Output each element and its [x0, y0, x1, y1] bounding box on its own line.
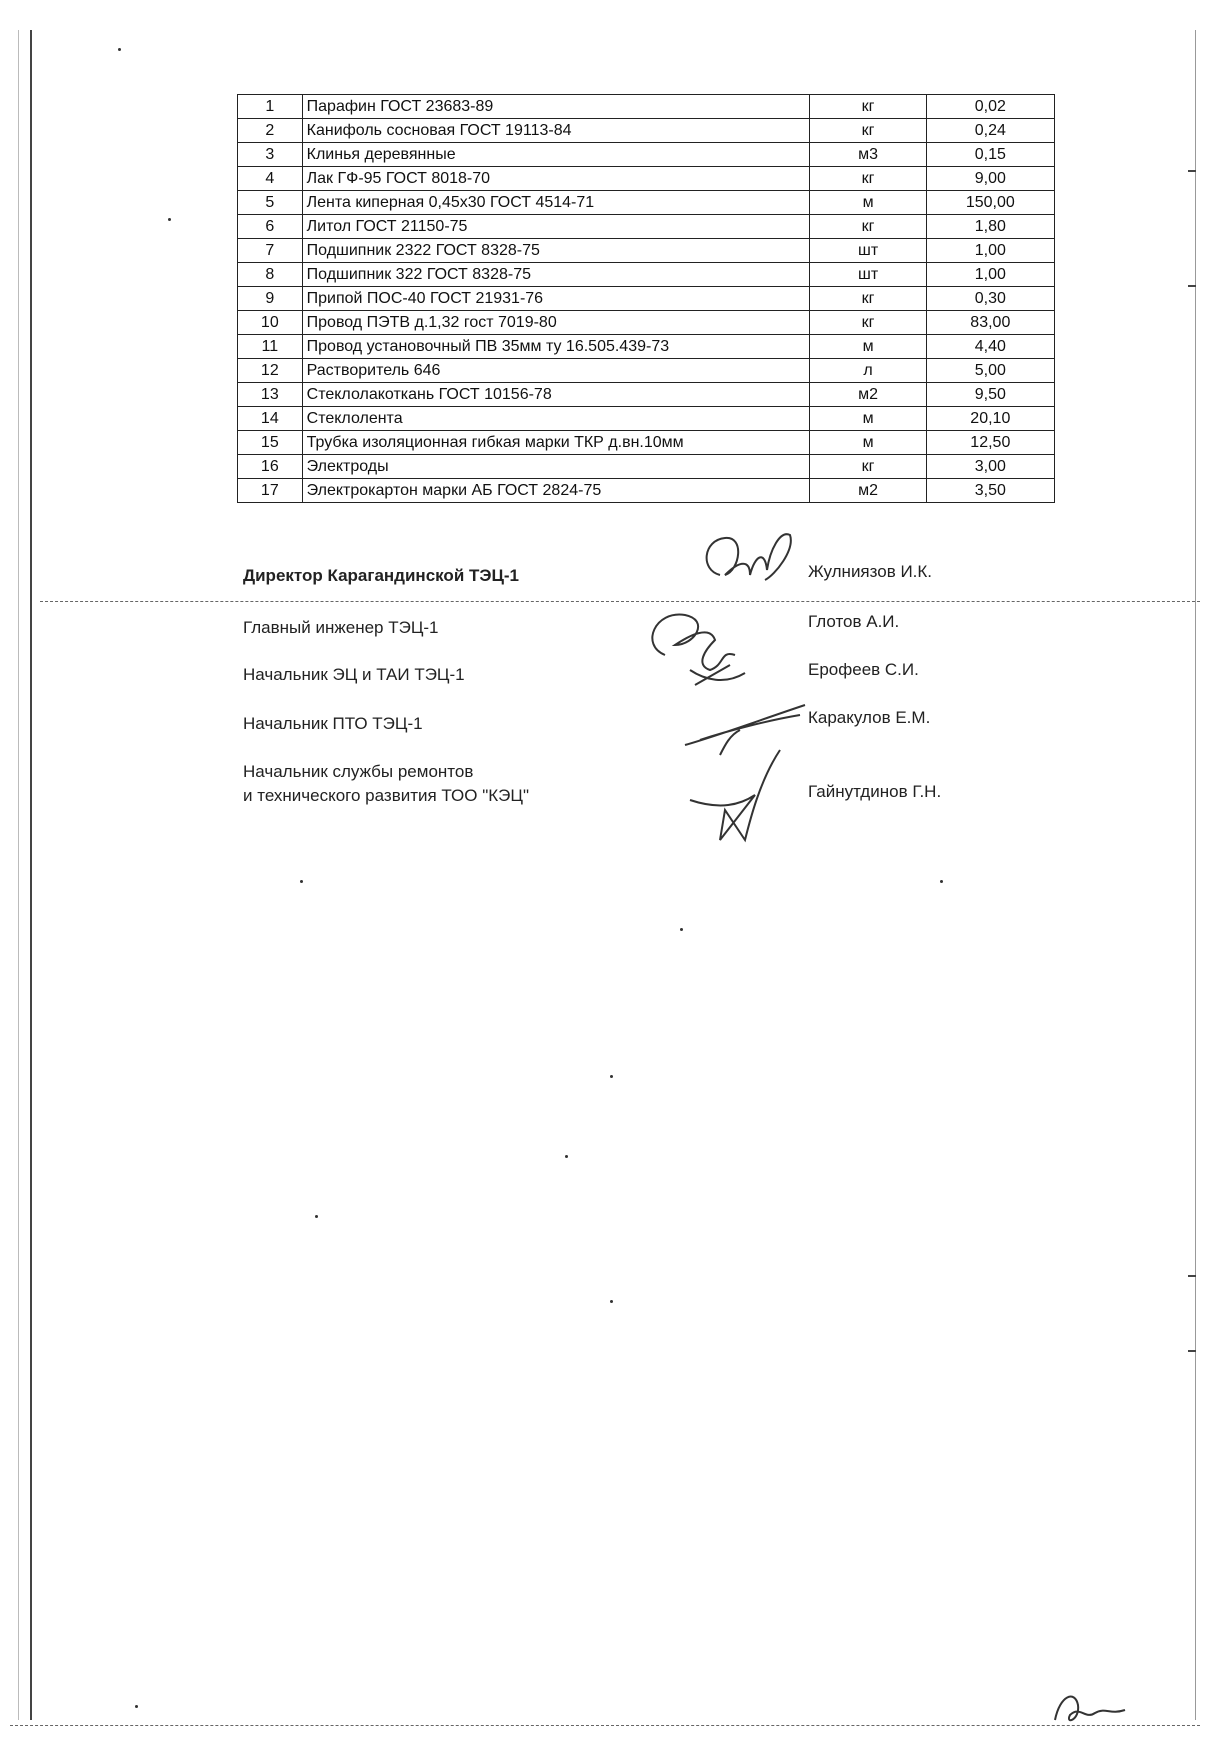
row-number: 10 — [238, 311, 303, 335]
table-row — [238, 311, 1055, 335]
initials-mark — [1050, 1685, 1130, 1730]
quantity: 0,30 — [926, 287, 1054, 311]
table-row — [238, 191, 1055, 215]
row-number: 11 — [238, 335, 303, 359]
role-head-repair-line1: Начальник службы ремонтов — [243, 762, 474, 781]
unit-of-measure: кг — [810, 311, 926, 335]
scan-speck — [610, 1075, 613, 1078]
signature-head-repair — [680, 740, 790, 850]
material-name: Трубка изоляционная гибкая марки ТКР д.вн.10мм — [302, 431, 810, 455]
material-name: Канифоль сосновая ГОСТ 19113-84 — [302, 119, 810, 143]
scan-speck — [118, 48, 121, 51]
unit-of-measure: кг — [810, 455, 926, 479]
material-name: Подшипник 322 ГОСТ 8328-75 — [302, 263, 810, 287]
quantity: 4,40 — [926, 335, 1054, 359]
scan-speck — [940, 880, 943, 883]
scan-fold-line — [40, 601, 1200, 602]
unit-of-measure: кг — [810, 167, 926, 191]
table-row — [238, 407, 1055, 431]
scan-margin-line — [30, 30, 32, 1720]
signature-chief-engineer — [635, 595, 765, 695]
row-number: 9 — [238, 287, 303, 311]
table-row — [238, 287, 1055, 311]
table-row — [238, 143, 1055, 167]
table-row — [238, 455, 1055, 479]
quantity: 12,50 — [926, 431, 1054, 455]
row-number: 8 — [238, 263, 303, 287]
unit-of-measure: м — [810, 431, 926, 455]
row-number: 14 — [238, 407, 303, 431]
row-number: 6 — [238, 215, 303, 239]
quantity: 1,00 — [926, 263, 1054, 287]
role-head-pto: Начальник ПТО ТЭЦ-1 — [243, 714, 423, 733]
table-row — [238, 167, 1055, 191]
unit-of-measure: кг — [810, 215, 926, 239]
material-name: Электроды — [302, 455, 810, 479]
quantity: 1,80 — [926, 215, 1054, 239]
unit-of-measure: шт — [810, 239, 926, 263]
scan-speck — [315, 1215, 318, 1218]
scan-mark — [1188, 170, 1196, 172]
table-row — [238, 95, 1055, 119]
quantity: 3,00 — [926, 455, 1054, 479]
material-name: Растворитель 646 — [302, 359, 810, 383]
table-row — [238, 479, 1055, 503]
table-row — [238, 215, 1055, 239]
signer-head-repair: Гайнутдинов Г.Н. — [808, 782, 942, 801]
unit-of-measure: шт — [810, 263, 926, 287]
role-director: Директор Карагандинской ТЭЦ-1 — [243, 566, 520, 585]
quantity: 3,50 — [926, 479, 1054, 503]
material-name: Стеклолента — [302, 407, 810, 431]
table-row — [238, 383, 1055, 407]
table-row — [238, 263, 1055, 287]
signer-director: Жулниязов И.К. — [808, 562, 933, 581]
table-row — [238, 239, 1055, 263]
material-name: Провод установочный ПВ 35мм ту 16.505.439-73 — [302, 335, 810, 359]
row-number: 1 — [238, 95, 303, 119]
role-chief-engineer: Главный инженер ТЭЦ-1 — [243, 618, 439, 637]
signer-chief-engineer: Глотов А.И. — [808, 612, 900, 631]
table-row — [238, 359, 1055, 383]
scan-speck — [565, 1155, 568, 1158]
scan-speck — [168, 218, 171, 221]
role-head-repair-line2: и технического развития ТОО "КЭЦ" — [243, 786, 529, 805]
role-head-ec: Начальник ЭЦ и ТАИ ТЭЦ-1 — [243, 665, 465, 684]
scan-speck — [610, 1300, 613, 1303]
quantity: 0,24 — [926, 119, 1054, 143]
unit-of-measure: м — [810, 407, 926, 431]
scan-margin-line — [1195, 30, 1196, 1720]
row-number: 16 — [238, 455, 303, 479]
materials-table — [237, 94, 1055, 503]
scan-bottom-line — [10, 1725, 1200, 1726]
materials-table-body — [238, 95, 1055, 503]
row-number: 12 — [238, 359, 303, 383]
signer-head-ec: Ерофеев С.И. — [808, 660, 919, 679]
quantity: 1,00 — [926, 239, 1054, 263]
row-number: 4 — [238, 167, 303, 191]
material-name: Клинья деревянные — [302, 143, 810, 167]
quantity: 150,00 — [926, 191, 1054, 215]
unit-of-measure: м — [810, 191, 926, 215]
unit-of-measure: м2 — [810, 479, 926, 503]
scan-mark — [1188, 1350, 1196, 1352]
scan-mark — [1188, 1275, 1196, 1277]
quantity: 0,15 — [926, 143, 1054, 167]
row-number: 13 — [238, 383, 303, 407]
material-name: Припой ПОС-40 ГОСТ 21931-76 — [302, 287, 810, 311]
scan-mark — [1188, 285, 1196, 287]
table-row — [238, 335, 1055, 359]
unit-of-measure: кг — [810, 119, 926, 143]
scan-margin-line — [18, 30, 19, 1720]
unit-of-measure: м3 — [810, 143, 926, 167]
signer-head-pto: Каракулов Е.М. — [808, 708, 931, 727]
unit-of-measure: кг — [810, 287, 926, 311]
material-name: Парафин ГОСТ 23683-89 — [302, 95, 810, 119]
table-row — [238, 119, 1055, 143]
material-name: Электрокартон марки АБ ГОСТ 2824-75 — [302, 479, 810, 503]
row-number: 7 — [238, 239, 303, 263]
row-number: 17 — [238, 479, 303, 503]
row-number: 3 — [238, 143, 303, 167]
material-name: Лента киперная 0,45х30 ГОСТ 4514-71 — [302, 191, 810, 215]
scan-speck — [300, 880, 303, 883]
material-name: Провод ПЭТВ д.1,32 гост 7019-80 — [302, 311, 810, 335]
material-name: Литол ГОСТ 21150-75 — [302, 215, 810, 239]
quantity: 20,10 — [926, 407, 1054, 431]
quantity: 83,00 — [926, 311, 1054, 335]
scan-speck — [680, 928, 683, 931]
material-name: Лак ГФ-95 ГОСТ 8018-70 — [302, 167, 810, 191]
quantity: 9,50 — [926, 383, 1054, 407]
material-name: Стеклолакоткань ГОСТ 10156-78 — [302, 383, 810, 407]
unit-of-measure: кг — [810, 95, 926, 119]
table-row — [238, 431, 1055, 455]
quantity: 9,00 — [926, 167, 1054, 191]
signature-director — [695, 520, 805, 600]
scan-speck — [135, 1705, 138, 1708]
quantity: 5,00 — [926, 359, 1054, 383]
quantity: 0,02 — [926, 95, 1054, 119]
row-number: 5 — [238, 191, 303, 215]
unit-of-measure: л — [810, 359, 926, 383]
material-name: Подшипник 2322 ГОСТ 8328-75 — [302, 239, 810, 263]
row-number: 2 — [238, 119, 303, 143]
row-number: 15 — [238, 431, 303, 455]
unit-of-measure: м2 — [810, 383, 926, 407]
unit-of-measure: м — [810, 335, 926, 359]
